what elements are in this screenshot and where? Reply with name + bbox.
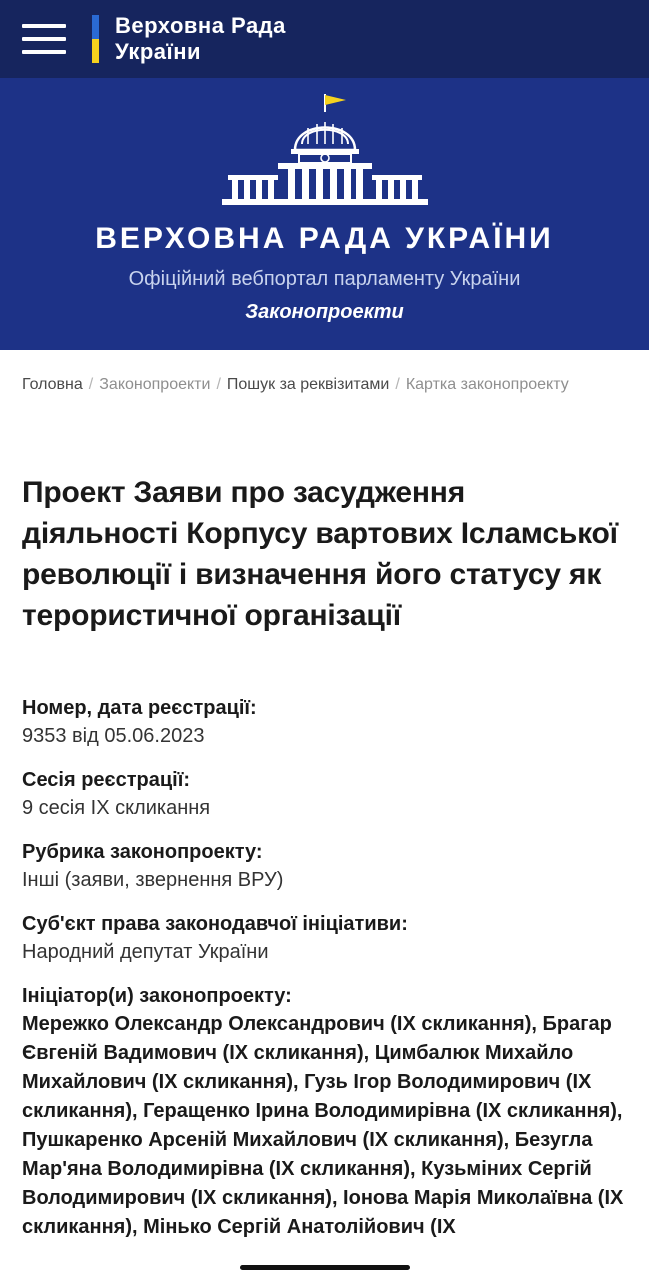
document-fields [22, 694, 627, 1242]
field-value: 9353 від 05.06.2023 [22, 725, 205, 747]
home-indicator [240, 1265, 410, 1270]
field-session [22, 766, 627, 822]
breadcrumb-item-search[interactable]: Пошук за реквізитами [226, 376, 390, 393]
field-label: Ініціатор(и) законопроекту: [22, 985, 292, 1007]
hamburger-line [22, 37, 66, 41]
hero-subtitle: Офіційний вебпортал парламенту України [128, 268, 521, 290]
field-label: Сесія реєстрації: [22, 769, 190, 791]
hero-banner [0, 78, 649, 350]
field-label: Суб'єкт права законодавчої ініціативи: [22, 913, 408, 935]
hero-title: ВЕРХОВНА РАДА УКРАЇНИ [95, 222, 554, 255]
hamburger-line [22, 24, 66, 28]
breadcrumb-separator: / [88, 376, 94, 393]
breadcrumb-separator: / [216, 376, 221, 393]
site-brand-line2: України [115, 39, 202, 64]
field-value: Мережко Олександр Олександрович (IX скликання), Брагар Євгеній Вадимович (IX скликання), Цимбалюк Михайло Михайлович (IX скликання), Гузь Ігор Володимирович (IX скликання), Геращенко Ірина Володимирівна (IX скликання), Пушкаренко Арсеній Михайлович (IX скликання), Безугла Мар'яна Володимирівна (IX скликання), Кузьміних Сергій Володимирович (IX скликання), Іонова Марія Миколаївна (IX скликання), Мінько Сергій Анатолійович (IX [22, 1013, 624, 1238]
parliament-building-icon [170, 92, 480, 212]
hamburger-line [22, 50, 66, 54]
breadcrumb-item-home[interactable]: Головна [22, 376, 83, 393]
field-value: 9 сесія IX скликання [22, 797, 211, 819]
ukraine-flag-bar-icon [92, 15, 99, 63]
site-brand-line1: Верховна Рада [115, 13, 286, 38]
breadcrumb-separator: / [395, 376, 400, 393]
field-value: Народний депутат України [22, 941, 269, 963]
hamburger-menu-icon[interactable] [22, 17, 66, 61]
page-title: Проект Заяви про засудження діяльності Корпусу вартових Ісламської революції і визначення його статусу як терористичної організації [22, 476, 618, 632]
field-registration-number [22, 694, 627, 750]
field-rubric [22, 838, 627, 894]
hero-section-title: Законопроекти [245, 301, 404, 323]
field-label: Рубрика законопроекту: [22, 841, 263, 863]
field-value: Інші (заяви, звернення ВРУ) [22, 869, 284, 891]
document-content [0, 472, 649, 1242]
field-label: Номер, дата реєстрації: [22, 697, 257, 719]
breadcrumb-item-card[interactable]: Картка законопроекту [405, 376, 569, 393]
breadcrumb [0, 350, 649, 398]
top-navigation-bar [0, 0, 649, 78]
breadcrumb-item-bills[interactable]: Законопроекти [99, 376, 211, 393]
field-initiators [22, 982, 627, 1242]
field-subject-of-initiative [22, 910, 627, 966]
site-brand[interactable] [115, 13, 286, 65]
